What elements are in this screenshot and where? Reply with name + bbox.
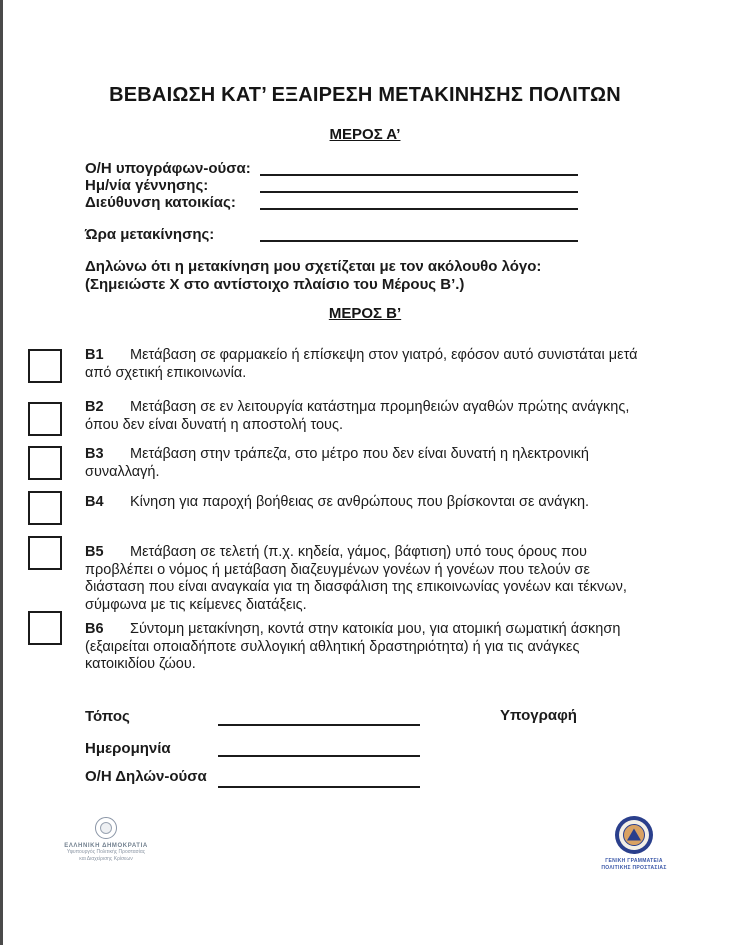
item-b1-text: Μετάβαση σε φαρμακείο ή επίσκεψη στον γιατρό, εφόσον αυτό συνιστάται μετά από σχετική επικοινωνία. xyxy=(85,347,638,381)
label-movement-time: Ώρα μετακίνησης: xyxy=(85,226,215,243)
item-b5-text: Μετάβαση σε τελετή (π.χ. κηδεία, γάμος, βάφτιση) υπό τους όρους που προβλέπει ο νόμος ή μετάβαση διαζευγμένων γονέων ή γονέων που τελούν σε διάσταση που είναι αναγκαία για τη διασφάλιση της επικοινωνίας γονέων και τέκνων, σύμφωνα με τις κείμενες διατάξεις. xyxy=(85,544,627,613)
declaration-line-2: (Σημειώστε X στο αντίστοιχο πλαίσιο του Μέρους Β’.) xyxy=(85,276,465,293)
item-b6-code: Β6 xyxy=(85,621,104,637)
label-place: Τόπος xyxy=(85,708,130,725)
item-b1-code: Β1 xyxy=(85,347,104,363)
gov-logo-line1: ΕΛΛΗΝΙΚΗ ΔΗΜΟΚΡΑΤΙΑ xyxy=(64,843,148,849)
declaration-line-1: Δηλώνω ότι η μετακίνηση μου σχετίζεται με τον ακόλουθο λόγο: xyxy=(85,258,542,275)
item-b6 xyxy=(85,621,652,674)
label-birthdate: Ημ/νία γέννησης: xyxy=(85,177,209,194)
civil-protection-logo xyxy=(596,816,672,871)
checkbox-b3[interactable] xyxy=(28,446,62,480)
gscp-logo-line1: ΓΕΝΙΚΗ ΓΡΑΜΜΑΤΕΙΑ xyxy=(605,858,663,864)
item-b4-code: Β4 xyxy=(85,494,104,510)
hellenic-republic-emblem-icon xyxy=(95,817,117,839)
checkbox-b6[interactable] xyxy=(28,611,62,645)
form-title: ΒΕΒΑΙΩΣΗ ΚΑΤ’ ΕΞΑΙΡΕΣΗ ΜΕΤΑΚΙΝΗΣΗΣ ΠΟΛΙΤΩΝ xyxy=(109,84,621,106)
civil-protection-triangle-icon xyxy=(627,829,641,841)
item-b3-text: Μετάβαση στην τράπεζα, στο μέτρο που δεν είναι δυνατή η ηλεκτρονική συναλλαγή. xyxy=(85,446,589,480)
item-b5-code: Β5 xyxy=(85,544,104,560)
item-b2 xyxy=(85,399,652,434)
input-line-movement-time[interactable] xyxy=(260,240,578,242)
input-line-signatory[interactable] xyxy=(260,174,578,176)
input-line-birthdate[interactable] xyxy=(260,191,578,193)
item-b4-text: Κίνηση για παροχή βοήθειας σε ανθρώπους που βρίσκονται σε ανάγκη. xyxy=(130,494,590,510)
checkbox-b1[interactable] xyxy=(28,349,62,383)
label-address: Διεύθυνση κατοικίας: xyxy=(85,194,236,211)
checkbox-b5[interactable] xyxy=(28,536,62,570)
item-b3 xyxy=(85,446,652,481)
hellenic-republic-logo xyxy=(50,817,162,863)
item-b1 xyxy=(85,347,652,382)
item-b6-text: Σύντομη μετακίνηση, κοντά στην κατοικία μου, για ατομική σωματική άσκηση (εξαιρείται οποιαδήποτε συλλογική αθλητική δραστηριότητα) ή για τις ανάγκες κατοικιδίου ζώου. xyxy=(85,621,621,672)
gov-logo-line2: Υφυπουργός Πολιτικής Προστασίας xyxy=(66,849,146,855)
checkbox-b2[interactable] xyxy=(28,402,62,436)
label-declarant: Ο/Η Δηλών-ούσα xyxy=(85,768,207,785)
item-b2-code: Β2 xyxy=(85,399,104,415)
gov-logo-line3: και Διαχείρισης Κρίσεων xyxy=(79,856,133,862)
gscp-logo-line2: ΠΟΛΙΤΙΚΗΣ ΠΡΟΣΤΑΣΙΑΣ xyxy=(601,864,667,871)
input-line-place[interactable] xyxy=(218,724,420,726)
item-b2-text: Μετάβαση σε εν λειτουργία κατάστημα προμηθειών αγαθών πρώτης ανάγκης, όπου δεν είναι δυνατή η αποστολή τους. xyxy=(85,399,630,433)
input-line-declarant[interactable] xyxy=(218,786,420,788)
civil-protection-emblem-icon xyxy=(615,816,653,854)
label-signature: Υπογραφή xyxy=(500,707,577,724)
item-b5 xyxy=(85,544,652,614)
part-b-heading: ΜΕΡΟΣ Β’ xyxy=(328,305,402,322)
input-line-date[interactable] xyxy=(218,755,420,757)
label-date: Ημερομηνία xyxy=(85,740,171,757)
input-line-address[interactable] xyxy=(260,208,578,210)
checkbox-b4[interactable] xyxy=(28,491,62,525)
label-signatory: Ο/Η υπογράφων-ούσα: xyxy=(85,160,251,177)
part-a-heading: ΜΕΡΟΣ Α’ xyxy=(329,126,401,143)
item-b3-code: Β3 xyxy=(85,446,104,462)
item-b4 xyxy=(85,494,652,512)
